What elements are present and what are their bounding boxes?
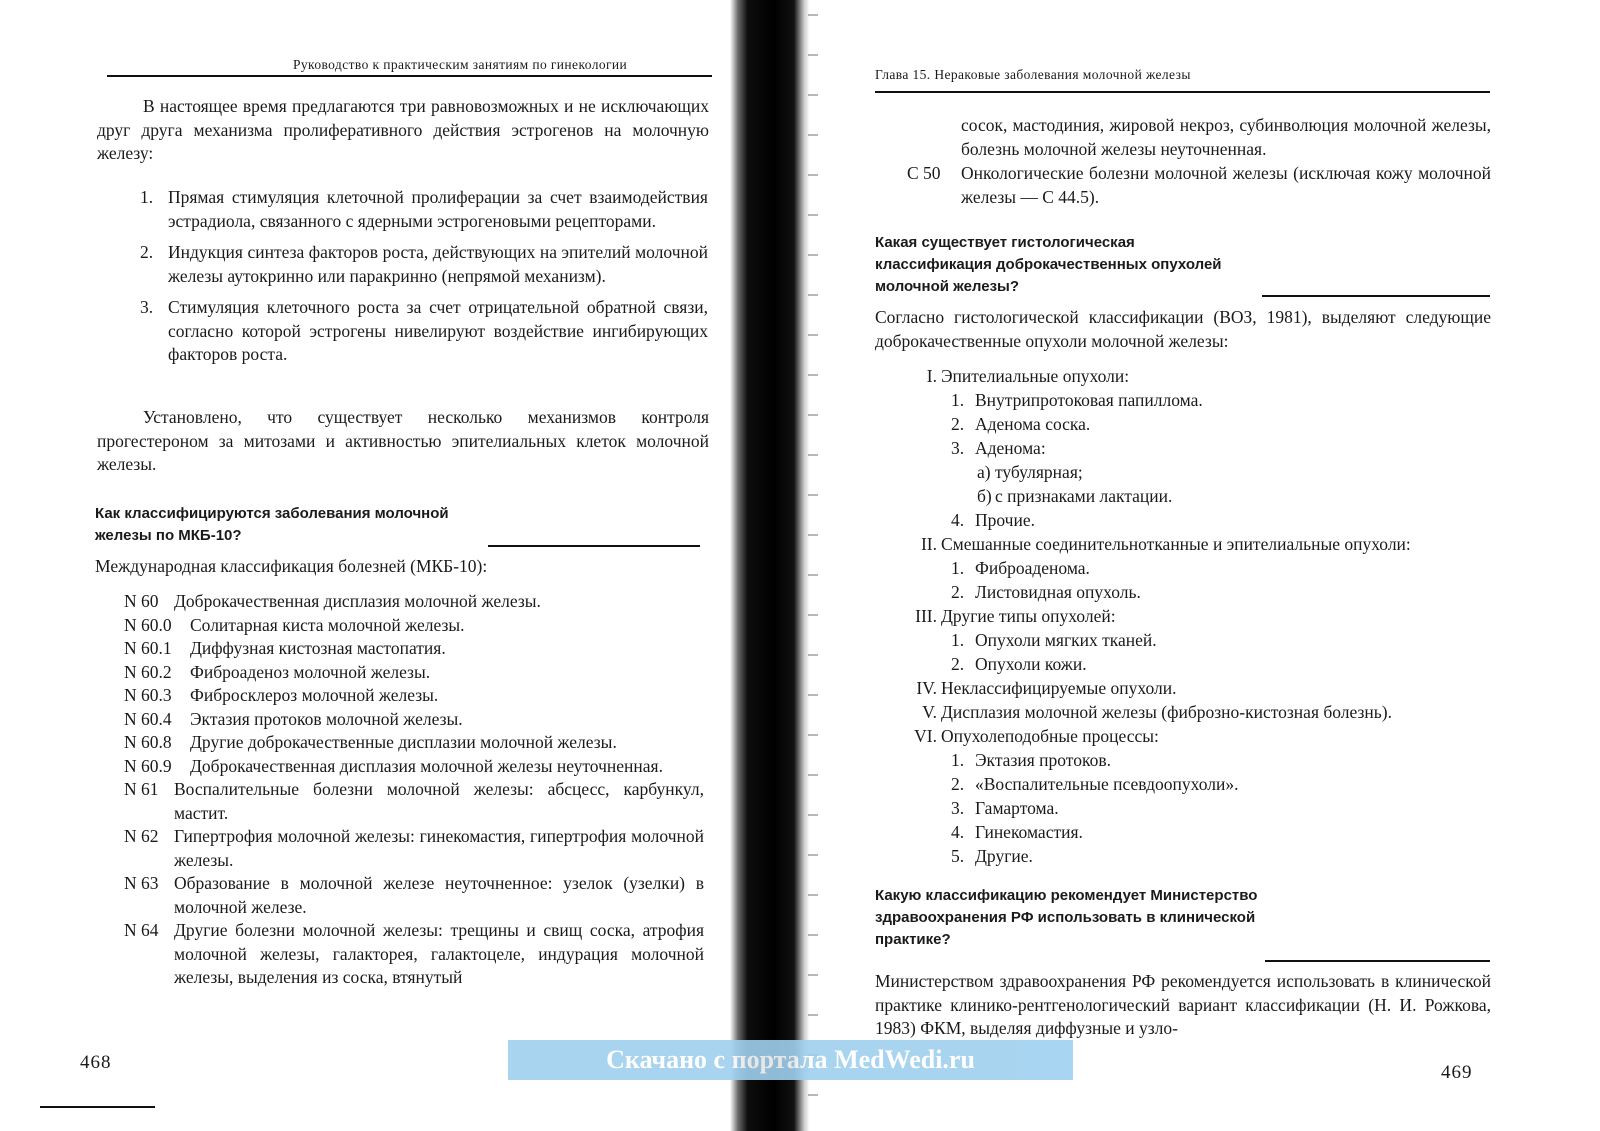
icd-code-item (124, 661, 704, 685)
icd-code-item (124, 708, 704, 732)
outline-item-level-1 (913, 532, 1491, 556)
icd-code: N 60.8 (124, 732, 172, 752)
icd-code-item (124, 684, 704, 708)
outline-text: Прочие. (975, 510, 1035, 530)
outline-item-level-1 (913, 700, 1491, 724)
download-watermark (508, 1040, 1073, 1080)
outline-item-level-2 (913, 772, 1491, 796)
icd-question-rule (488, 545, 700, 547)
right-page (835, 0, 1600, 1131)
icd-code: N 63 (124, 873, 159, 893)
mechanism-text: Стимуляция клеточного роста за счет отрицательной обратной связи, согласно которой эстрогены нивелируют воздействие ингибирующих факторов роста. (168, 297, 708, 364)
icd-code: N 60.3 (124, 685, 172, 705)
outline-label: 1. (951, 558, 965, 578)
icd-code-description: Доброкачественная дисплазия молочной железы неуточненная. (190, 755, 663, 776)
outline-label: 4. (951, 510, 965, 530)
icd-code: N 60.9 (124, 755, 172, 776)
icd-code-description: Воспалительные болезни молочной железы: абсцесс, карбункул, мастит. (174, 779, 704, 823)
icd-code-item (124, 872, 704, 919)
outline-label: 1. (951, 630, 965, 650)
outline-item-level-3 (913, 460, 1491, 484)
outline-label: 1. (951, 750, 965, 770)
icd-code-description: Гипертрофия молочной железы: гинекомастия, гипертрофия молочной железы. (174, 826, 704, 870)
icd-code-description: Другие доброкачественные дисплазии молочной железы. (190, 732, 617, 752)
outline-text: Дисплазия молочной железы (фиброзно-кистозная болезнь). (941, 702, 1392, 722)
mechanism-item (140, 241, 708, 288)
mechanism-text: Индукция синтеза факторов роста, действующих на эпителий молочной железы аутокринно или паракринно (непрямой механизм). (168, 242, 708, 286)
outline-text: Опухоли кожи. (975, 654, 1087, 674)
scan-gutter-speckle (808, 0, 818, 1131)
outline-item-level-2 (913, 508, 1491, 532)
outline-text: Листовидная опухоль. (975, 582, 1141, 602)
left-header-rule (107, 75, 712, 77)
outline-text: Неклассифицируемые опухоли. (941, 678, 1177, 698)
outline-text: Гинекомастия. (975, 822, 1083, 842)
outline-item-level-2 (913, 436, 1491, 460)
right-header-rule (875, 91, 1490, 93)
mechanism-text: Прямая стимуляция клеточной пролиферации за счет взаимодействия эстрадиола, связанного с ядерными эстрогеновыми рецепторами. (168, 187, 708, 231)
outline-text: Внутрипротоковая папиллома. (975, 390, 1203, 410)
icd-code-description: Другие болезни молочной железы: трещины и свищ соска, атрофия молочной железы, галакторея, галактоцеле, индурация молочной железы, выделения из соска, втянутый (174, 920, 704, 987)
left-footer-rule (40, 1106, 155, 1108)
mechanisms-list (140, 186, 708, 375)
mechanism-number: 2. (140, 242, 154, 262)
outline-text: Эпителиальные опухоли: (941, 366, 1130, 386)
icd-code-item (124, 755, 704, 779)
icd-code: N 60.1 (124, 638, 172, 658)
icd-code: N 64 (124, 920, 159, 940)
mechanism-item (140, 296, 708, 367)
mechanism-number: 1. (140, 187, 154, 207)
outline-text: тубулярная; (995, 462, 1083, 482)
outline-item-level-1 (913, 724, 1491, 748)
outline-item-level-2 (913, 844, 1491, 868)
icd-code: N 60 (124, 591, 159, 611)
outline-text: Фиброаденома. (975, 558, 1090, 578)
ministry-question-heading: Какую классификацию рекомендует Министерство здравоохранения РФ использовать в клинической практике? (875, 887, 1258, 948)
outline-text: Другие. (975, 846, 1033, 866)
watermark-text: Скачано с портала MedWedi.ru (606, 1045, 975, 1074)
outline-label: 2. (951, 774, 965, 794)
icd-code-description: Солитарная киста молочной железы. (190, 614, 465, 635)
icd-code-description: Фибросклероз молочной железы. (190, 685, 439, 705)
outline-label: а) (977, 462, 991, 482)
outline-item-level-1 (913, 676, 1491, 700)
outline-text: с признаками лактации. (995, 486, 1173, 506)
outline-label: II. (920, 534, 937, 554)
icd-code-description: Образование в молочной железе неуточненное: узелок (узелки) в молочной железе. (174, 873, 704, 917)
outline-label: 2. (951, 654, 965, 674)
outline-item-level-2 (913, 388, 1491, 412)
outline-label: 2. (951, 414, 965, 434)
icd-code-description: Эктазия протоков молочной железы. (190, 708, 463, 729)
left-intro-paragraph: В настоящее время предлагаются три равновозможных и не исключающих друг друга механизма пролиферативного действия эстрогенов на молочную железу: (97, 96, 709, 163)
right-running-head: Глава 15. Нераковые заболевания молочной железы (875, 67, 1191, 82)
outline-item-level-2 (913, 628, 1491, 652)
ministry-paragraph: Министерством здравоохранения РФ рекомендуется использовать в клинической практике клинико-рентгенологический вариант классификации (Н. И. Рожкова, 1983) ФКМ, выделяя диффузные и узло- (875, 971, 1491, 1038)
outline-label: 3. (951, 798, 965, 818)
icd-question-heading: Как классифицируются заболевания молочной железы по МКБ-10? (95, 505, 449, 544)
mechanism-item (140, 186, 708, 233)
scan-gutter-shadow (730, 0, 810, 1131)
outline-text: Другие типы опухолей: (941, 606, 1116, 626)
outline-text: Эктазия протоков. (975, 750, 1111, 770)
icd-code-item (124, 825, 704, 872)
icd-code-description: Диффузная кистозная мастопатия. (190, 638, 446, 658)
icd-code-item (124, 919, 704, 990)
outline-item-level-2 (913, 580, 1491, 604)
c50-code: С 50 (907, 163, 941, 183)
left-page-number: 468 (80, 1052, 112, 1073)
outline-item-level-1 (913, 604, 1491, 628)
outline-label: I. (926, 366, 937, 386)
icd-code: N 60.2 (124, 661, 172, 682)
outline-item-level-2 (913, 820, 1491, 844)
outline-label: 2. (951, 582, 965, 602)
icd-code: N 62 (124, 826, 159, 846)
left-page (0, 0, 730, 1131)
icd-code-description: Доброкачественная дисплазия молочной железы. (174, 591, 541, 611)
icd-code-item (124, 731, 704, 755)
icd-code-list (124, 590, 704, 990)
outline-label: 1. (951, 390, 965, 410)
outline-text: Аденома соска. (975, 414, 1091, 434)
outline-label: 5. (951, 846, 965, 866)
histology-question-rule (1262, 295, 1490, 297)
icd-intro: Международная классификация болезней (МКБ-10): (95, 556, 488, 576)
outline-label: 4. (951, 822, 965, 842)
icd-code-item (124, 778, 704, 825)
histology-paragraph: Согласно гистологической классификации (ВОЗ, 1981), выделяют следующие доброкачественные опухоли молочной железы: (875, 307, 1491, 351)
outline-text: Опухолеподобные процессы: (941, 726, 1159, 746)
icd-code-item (124, 637, 704, 661)
outline-label: III. (915, 606, 937, 626)
outline-item-level-2 (913, 748, 1491, 772)
right-page-number: 469 (1441, 1062, 1473, 1083)
left-running-head: Руководство к практическим занятиям по гинекологии (293, 57, 628, 72)
outline-text: Аденома: (975, 438, 1046, 458)
continued-text: сосок, мастодиния, жировой некроз, субинволюция молочной железы, болезнь молочной железы неуточненная. (961, 115, 1491, 159)
outline-text: Гамартома. (975, 798, 1059, 818)
outline-label: VI. (914, 726, 937, 746)
histology-outline (913, 364, 1491, 868)
icd-code-item (124, 590, 704, 614)
outline-item-level-2 (913, 652, 1491, 676)
outline-label: б) (977, 486, 992, 506)
progesterone-paragraph: Установлено, что существует несколько механизмов контроля прогестероном за митозами и активностью эпителиальных клеток молочной железы. (97, 407, 709, 474)
outline-label: 3. (951, 438, 965, 458)
ministry-question-rule (1265, 960, 1490, 962)
outline-item-level-1 (913, 364, 1491, 388)
icd-code-description: Фиброаденоз молочной железы. (190, 661, 431, 682)
outline-text: Смешанные соединительнотканные и эпителиальные опухоли: (941, 534, 1411, 554)
icd-code: N 61 (124, 779, 159, 799)
outline-item-level-3 (913, 484, 1491, 508)
outline-text: «Воспалительные псевдоопухоли». (975, 774, 1239, 794)
icd-code-item (124, 614, 704, 638)
histology-question-heading: Какая существует гистологическая классификация доброкачественных опухолей молочной железы? (875, 234, 1222, 295)
outline-label: IV. (916, 678, 937, 698)
outline-item-level-2 (913, 556, 1491, 580)
outline-item-level-2 (913, 412, 1491, 436)
outline-item-level-2 (913, 796, 1491, 820)
c50-text: Онкологические болезни молочной железы (исключая кожу молочной железы — С 44.5). (961, 163, 1491, 207)
mechanism-number: 3. (140, 297, 154, 317)
outline-text: Опухоли мягких тканей. (975, 630, 1157, 650)
outline-label: V. (922, 702, 937, 722)
icd-code: N 60.4 (124, 708, 172, 729)
icd-code: N 60.0 (124, 614, 172, 635)
